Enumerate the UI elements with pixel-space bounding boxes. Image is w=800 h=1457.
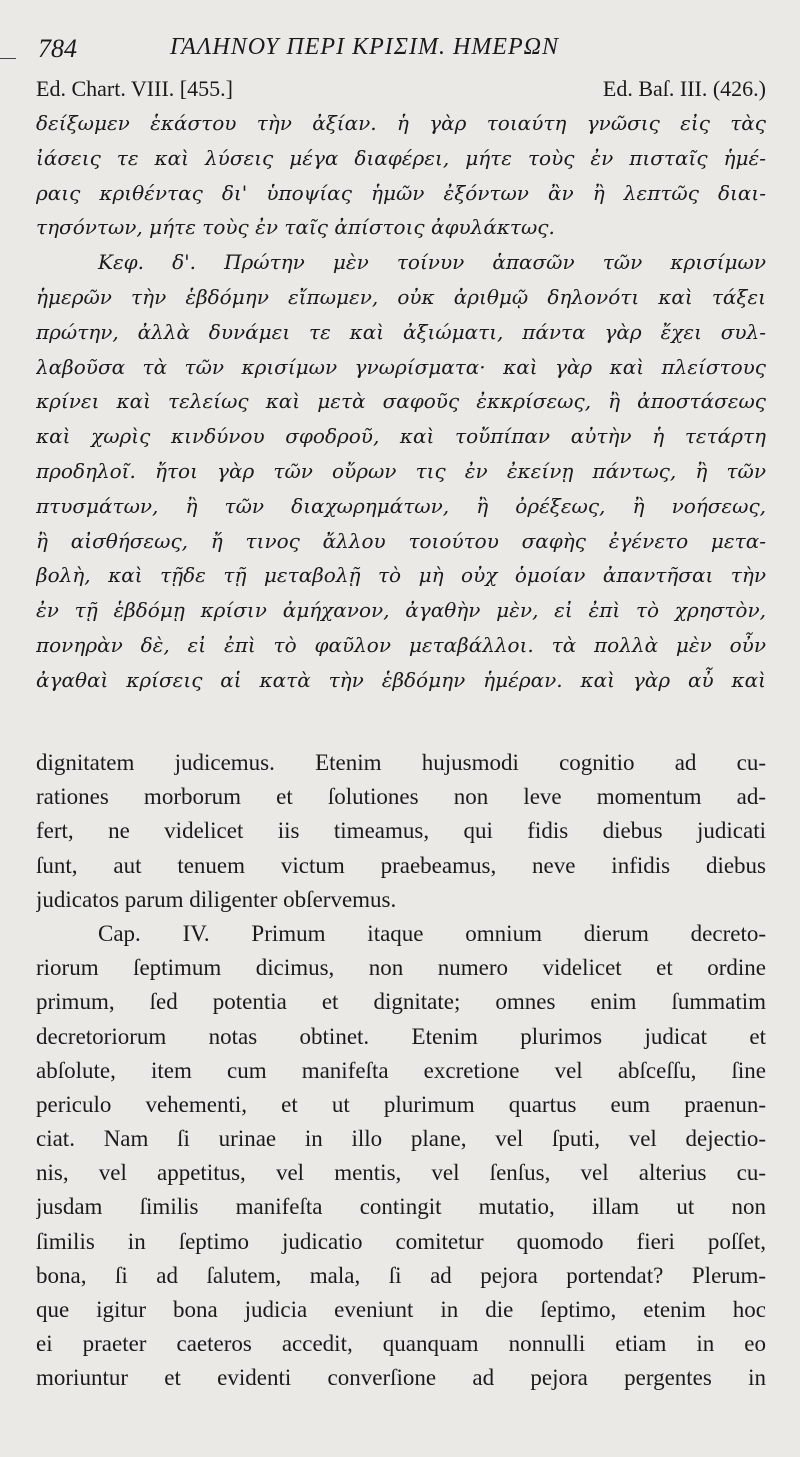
running-head (30, 28, 770, 68)
latin-line: ciat. Nam ſi urinae in illo plane, vel ſputi, vel dejectio- (36, 1126, 766, 1152)
greek-line: κρίνει καὶ τελείως καὶ μετὰ σαφοῦς ἐκκρίσεως, ἢ ἀποστάσεως (36, 389, 766, 414)
latin-line: moriuntur et evidenti converſione ad pejora pergentes in (36, 1365, 766, 1391)
greek-line: ραις κριθέντας δι' ὑποψίας ἡμῶν ἐξόντων ἂν ἢ λεπτῶς διαι- (36, 180, 766, 205)
greek-line: λαβοῦσα τὰ τῶν κρισίμων γνωρίσματα· καὶ γὰρ καὶ πλείστους (36, 354, 766, 379)
margin-mark (0, 58, 16, 59)
edition-reference-chart: Ed. Chart. VIII. [455.] (36, 76, 233, 101)
greek-line: ἡμερῶν τὴν ἑβδόμην εἴπωμεν, οὐκ ἀριθμῷ δηλονότι καὶ τάξει (36, 284, 766, 309)
latin-text-block (36, 746, 766, 1396)
page-number: 784 (38, 34, 77, 63)
greek-line: καὶ χωρὶς κινδύνου σφοδροῦ, καὶ τοὔπίπαν αὐτὴν ἡ τετάρτη (36, 424, 766, 449)
greek-line: ἢ αἰσθήσεως, ἤ τινος ἄλλου τοιούτου σαφὴς ἐγένετο μετα- (36, 528, 766, 553)
latin-line: nis, vel appetitus, vel mentis, vel ſenſus, vel alterius cu- (36, 1160, 766, 1186)
running-title: ΓΑΛΗΝΟΥ ΠΕΡΙ ΚΡΙΣΙΜ. ΗΜΕΡΩΝ (170, 34, 559, 60)
latin-line: ſunt, aut tenuem victum praebeamus, neve infidis diebus (36, 852, 766, 878)
latin-line: periculo vehementi, et ut plurimum quartus eum praenun- (36, 1091, 766, 1117)
latin-chapter-heading-line: Cap. IV. Primum itaque omnium dierum decreto- (98, 920, 766, 946)
greek-line: προδηλοῖ. ἤτοι γὰρ τῶν οὔρων τις ἐν ἐκείνῃ πάντως, ἢ τῶν (36, 458, 766, 483)
greek-chapter-heading-line: Κεφ. δ'. Πρώτην μὲν τοίνυν ἁπασῶν τῶν κρισίμων (98, 250, 766, 275)
latin-line: ei praeter caeteros accedit, quanquam nonnulli etiam in eo (36, 1331, 766, 1357)
greek-line: ἀγαθαὶ κρίσεις αἱ κατὰ τὴν ἑβδόμην ἡμέραν. καὶ γὰρ αὖ καὶ (36, 667, 766, 692)
greek-line: πονηρὰν δὲ, εἰ ἐπὶ τὸ φαῦλον μεταβάλλοι. τὰ πολλὰ μὲν οὖν (36, 632, 766, 657)
greek-line: πτυσμάτων, ἢ τῶν διαχωρημάτων, ἢ ὀρέξεως, ἢ νοήσεως, (36, 493, 766, 518)
latin-line: bona, ſi ad ſalutem, mala, ſi ad pejora portendat? Plerum- (36, 1262, 766, 1288)
greek-line: βολὴ, καὶ τῇδε τῇ μεταβολῇ τὸ μὴ οὐχ ὁμοίαν ἀπαντῆσαι τὴν (36, 563, 766, 588)
latin-line: riorum ſeptimum dicimus, non numero videlicet et ordine (36, 955, 766, 981)
latin-line: dignitatem judicemus. Etenim hujusmodi cognitio ad cu- (36, 750, 766, 775)
latin-line: decretoriorum notas obtinet. Etenim plurimos judicat et (36, 1023, 766, 1049)
latin-line: jusdam ſimilis manifeſta contingit mutatio, illam ut non (36, 1194, 766, 1220)
latin-line: ſimilis in ſeptimo judicatio comitetur quomodo fieri poſſet, (36, 1228, 766, 1254)
edition-reference-line (36, 76, 766, 106)
latin-line: abſolute, item cum manifeſta excretione vel abſceſſu, ſine (36, 1057, 766, 1083)
latin-line: primum, ſed potentia et dignitate; omnes enim ſummatim (36, 989, 766, 1015)
greek-text-block (36, 106, 766, 698)
greek-line: πρώτην, ἀλλὰ δυνάμει τε καὶ ἀξιώματι, πάντα γὰρ ἔχει συλ- (36, 319, 766, 344)
greek-line: ἰάσεις τε καὶ λύσεις μέγα διαφέρει, μήτε τοὺς ἐν πισταῖς ἡμέ- (36, 145, 766, 170)
greek-line: τησόντων, μήτε τοὺς ἐν ταῖς ἀπίστοις ἀφυλάκτως. (36, 215, 555, 240)
latin-line: rationes morborum et ſolutiones non leve momentum ad- (36, 784, 766, 810)
latin-line: fert, ne videlicet iis timeamus, qui fidis diebus judicati (36, 818, 766, 844)
latin-line: judicatos parum diligenter obſervemus. (36, 886, 397, 912)
greek-line: ἐν τῇ ἑβδόμῃ κρίσιν ἀμήχανον, ἀγαθὴν μὲν, εἰ ἐπὶ τὸ χρηστὸν, (36, 598, 766, 623)
latin-line: que igitur bona judicia eveniunt in die ſeptimo, etenim hoc (36, 1297, 766, 1322)
greek-line: δείξωμεν ἑκάστου τὴν ἀξίαν. ἡ γὰρ τοιαύτη γνῶσις εἰς τὰς (36, 111, 766, 135)
edition-reference-basel: Ed. Baſ. III. (426.) (602, 76, 766, 101)
